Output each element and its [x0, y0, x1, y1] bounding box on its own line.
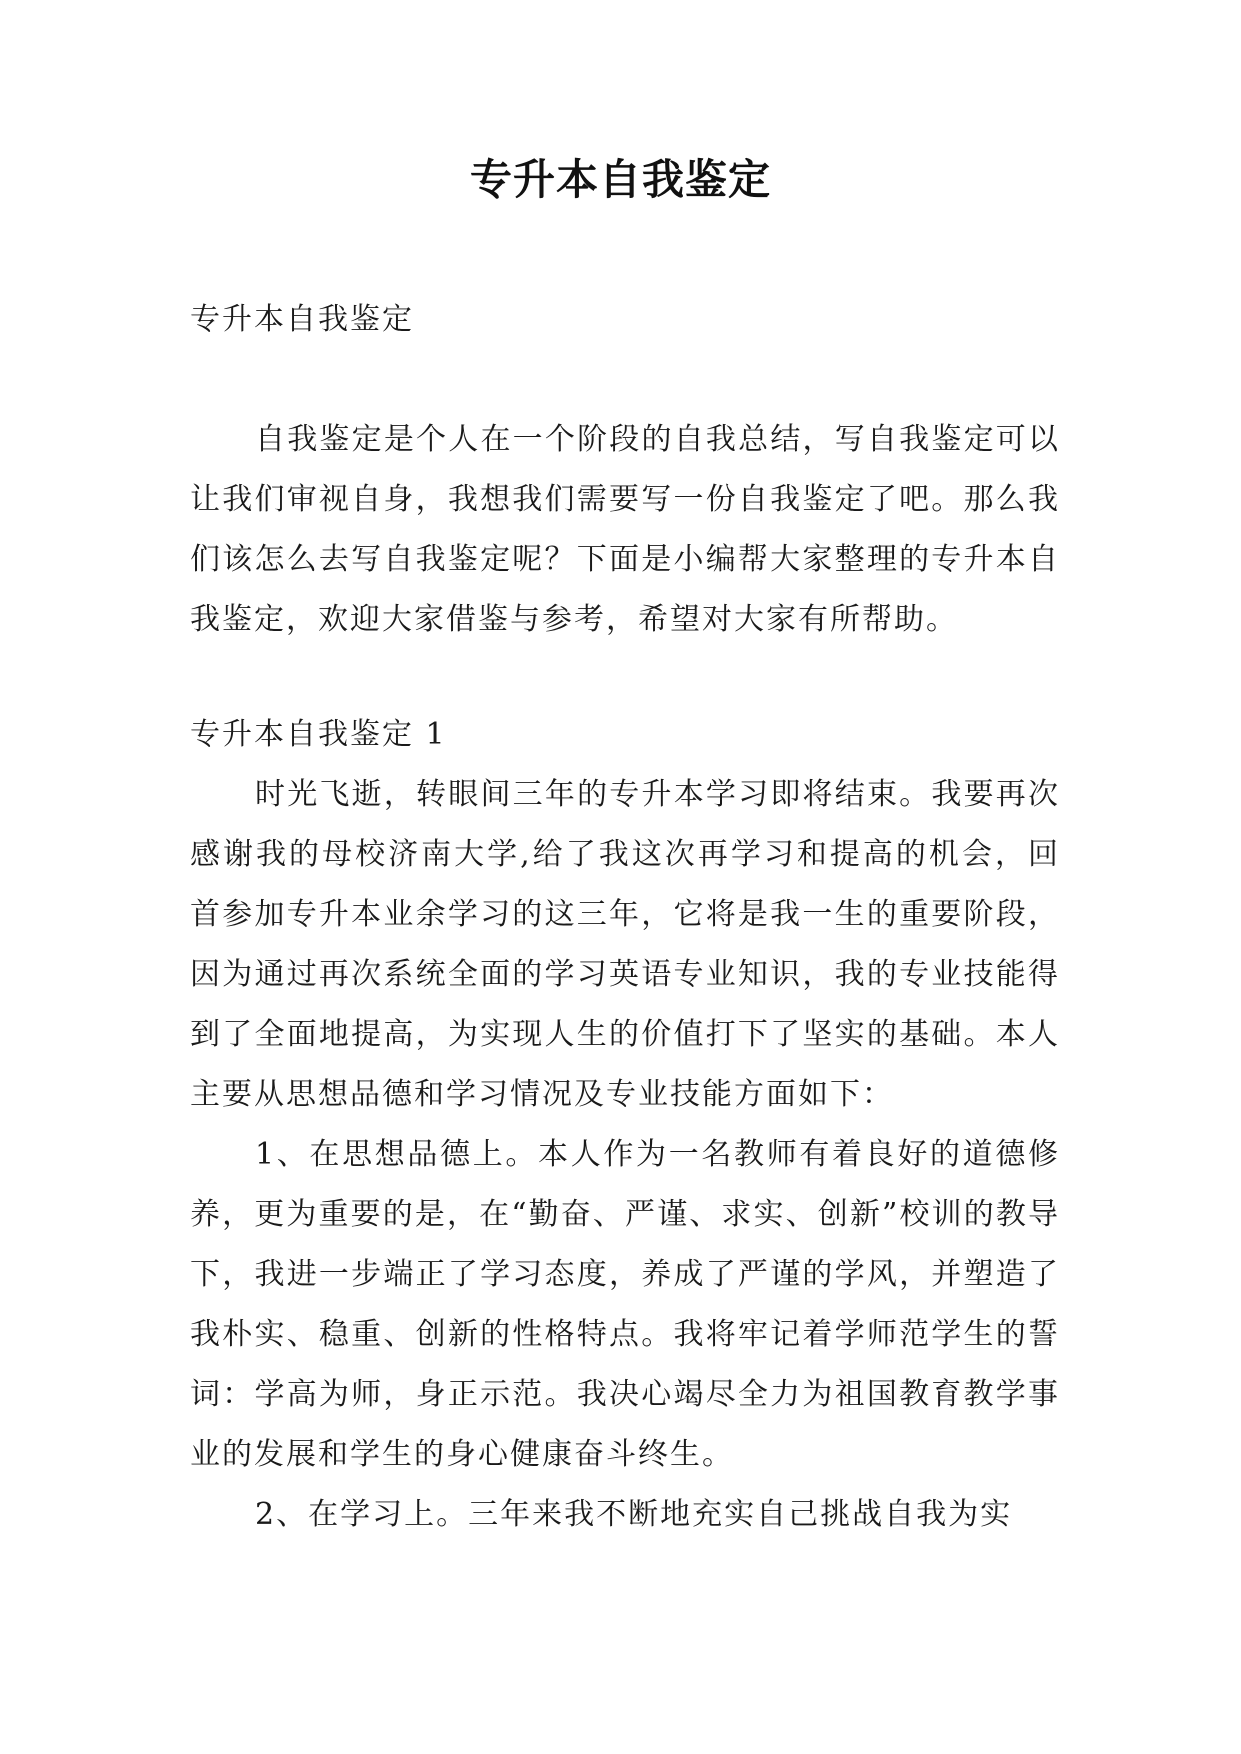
- body-paragraph: 时光飞逝，转眼间三年的专升本学习即将结束。我要再次感谢我的母校济南大学,给了我这次再学习和提高的机会，回首参加专升本业余学习的这三年，它将是我一生的重要阶段，因为通过再次系统全面的学习英语专业知识，我的专业技能得到了全面地提高，为实现人生的价值打下了坚实的基础。本人主要从思想品德和学习情况及专业技能方面如下：: [190, 777, 1060, 1112]
- body-paragraph: 1、在思想品德上。本人作为一名教师有着良好的道德修养，更为重要的是，在“勤奋、严谨、求实、创新”校训的教导下，我进一步端正了学习态度，养成了严谨的学风，并塑造了我朴实、稳重、创新的性格特点。我将牢记着学师范学生的誓词：学高为师，身正示范。我决心竭尽全力为祖国教育教学事业的发展和学生的身心健康奋斗终生。: [190, 1137, 1060, 1472]
- body-paragraph: 2、在学习上。三年来我不断地充实自己挑战自我为实: [255, 1497, 1013, 1532]
- document-body: [190, 290, 1060, 1545]
- section-heading: 专升本自我鉴定 1: [190, 717, 447, 752]
- paragraph-spacer: [190, 650, 1060, 705]
- paragraph-spacer: [190, 350, 1060, 410]
- document-title: 专升本自我鉴定: [469, 155, 771, 204]
- intro-paragraph: 自我鉴定是个人在一个阶段的自我总结，写自我鉴定可以让我们审视自身，我想我们需要写一份自我鉴定了吧。那么我们该怎么去写自我鉴定呢？下面是小编帮大家整理的专升本自我鉴定，欢迎大家借鉴与参考，希望对大家有所帮助。: [190, 422, 1060, 637]
- document-subtitle: 专升本自我鉴定: [190, 302, 414, 337]
